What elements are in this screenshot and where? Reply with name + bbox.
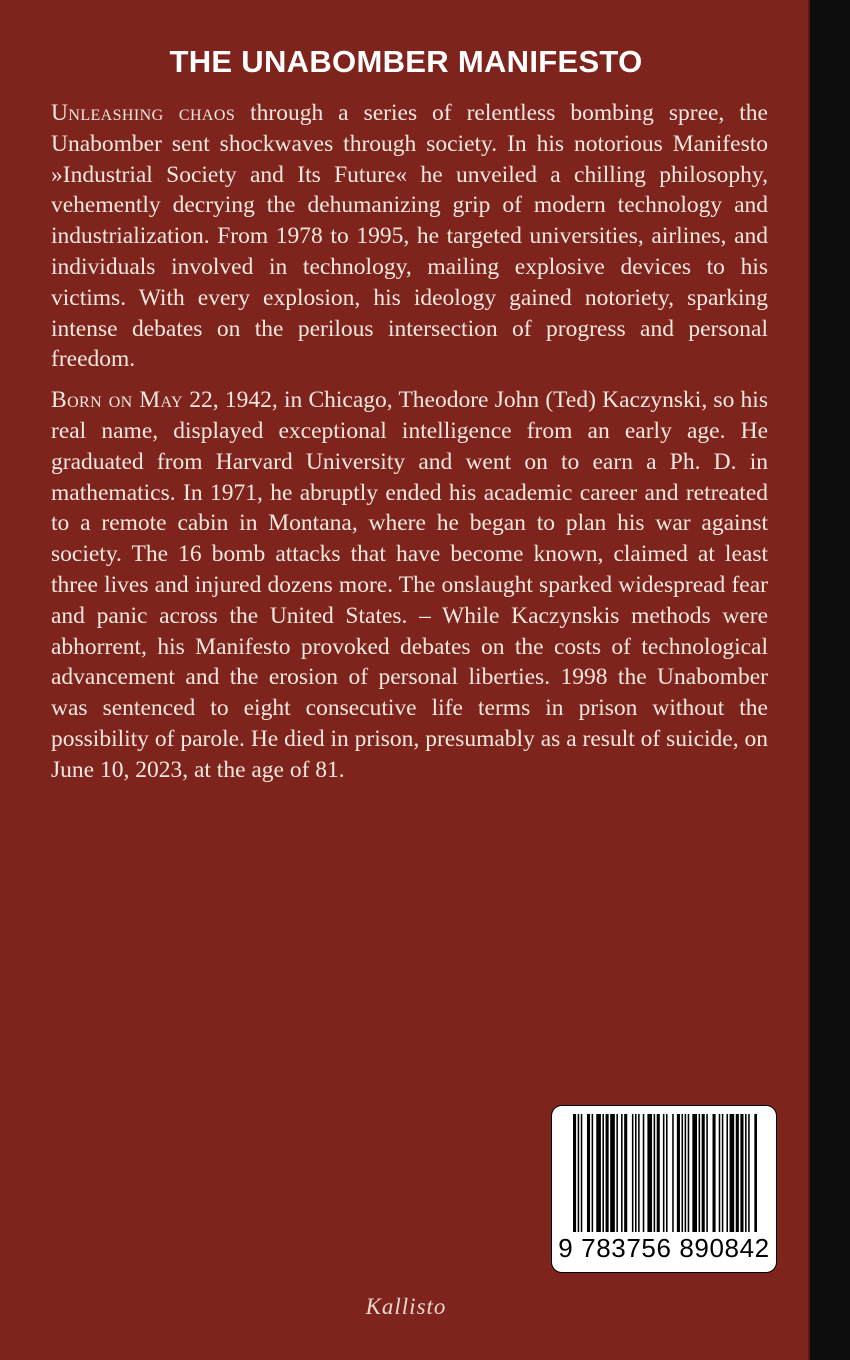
barcode-bar bbox=[754, 1114, 757, 1232]
barcode-bar bbox=[596, 1114, 601, 1232]
barcode-bar bbox=[621, 1114, 623, 1232]
barcode-bar bbox=[606, 1114, 609, 1232]
barcode-bar bbox=[745, 1114, 747, 1232]
barcode-bar bbox=[706, 1114, 708, 1232]
paragraph-1-body: through a series of relentless bombing spree, the Unabomber sent shockwaves through society. In his notorious Manifesto »Industrial Society and Its Future« he unveiled a chilling philosophy, vehemently decrying the dehumanizing grip of modern technology and industrialization. From 1978 to 1995, he targeted universities, airlines, and individuals involved in technology, mailing explosive devices to his victims. With every explosion, his ideology gained notoriety, sparking intense debates on the perilous intersection of progress and personal freedom. bbox=[51, 100, 768, 373]
barcode-bar bbox=[719, 1114, 721, 1232]
barcode-bar bbox=[663, 1114, 665, 1232]
barcode-bar bbox=[632, 1114, 634, 1232]
barcode-bar bbox=[666, 1114, 668, 1232]
isbn-barcode bbox=[551, 1105, 777, 1273]
barcode-bar bbox=[647, 1114, 652, 1232]
barcode-bar bbox=[573, 1114, 576, 1232]
barcode-bar bbox=[643, 1114, 645, 1232]
barcode-bar bbox=[624, 1114, 627, 1232]
barcode-bar bbox=[638, 1114, 640, 1232]
barcode-bars bbox=[573, 1114, 757, 1232]
barcode-bar bbox=[578, 1114, 580, 1232]
barcode-bar bbox=[581, 1114, 583, 1232]
barcode-bar bbox=[688, 1114, 690, 1232]
barcode-bar bbox=[699, 1114, 701, 1232]
barcode-bar bbox=[736, 1114, 739, 1232]
barcode-bar bbox=[592, 1114, 594, 1232]
barcode-bar bbox=[702, 1114, 705, 1232]
barcode-bar bbox=[672, 1114, 674, 1232]
barcode-bar bbox=[677, 1114, 680, 1232]
barcode-bar bbox=[602, 1114, 604, 1232]
barcode-bar bbox=[657, 1114, 660, 1232]
barcode-bar bbox=[748, 1114, 750, 1232]
publisher-logo: Kallisto bbox=[365, 1294, 447, 1319]
paragraph-1-lead: Unleashing chaos bbox=[51, 100, 236, 126]
isbn-number: 9 783756 890842 bbox=[558, 1233, 770, 1263]
blurb bbox=[51, 98, 768, 786]
barcode-bar bbox=[616, 1114, 618, 1232]
blurb-paragraph-2 bbox=[51, 385, 768, 785]
barcode-bar bbox=[713, 1114, 716, 1232]
barcode-bar bbox=[740, 1114, 743, 1232]
paragraph-2-lead: Born on May bbox=[51, 387, 183, 414]
barcode-bar bbox=[726, 1114, 728, 1232]
book-title: THE UNABOMBER MANIFESTO bbox=[169, 44, 643, 79]
barcode-bar bbox=[692, 1114, 697, 1232]
barcode-bar bbox=[654, 1114, 656, 1232]
barcode-bar bbox=[685, 1114, 687, 1232]
barcode-bar bbox=[730, 1114, 735, 1232]
book-spine bbox=[810, 0, 850, 1360]
blurb-paragraph-1 bbox=[51, 98, 768, 375]
barcode-bar bbox=[587, 1114, 590, 1232]
barcode-bar bbox=[682, 1114, 684, 1232]
barcode-bar bbox=[635, 1114, 637, 1232]
paragraph-2-body: 22, 1942, in Chicago, Theodore John (Ted) Kaczynski, so his real name, displayed exceptional intelligence from an early age. He graduated from Harvard University and went on to earn a Ph. D. in mathematics. In 1971, he abruptly ended his academic career and retreated to a remote cabin in Montana, where he began to plan his war against society. The 16 bomb attacks that have become known, claimed at least three lives and injured dozens more. The onslaught sparked widespread fear and panic across the United States. – While Kaczynskis methods were abhorrent, his Manifesto provoked debates on the costs of technological advancement and the erosion of personal liberties. 1998 the Unabomber was sentenced to eight consecutive life terms in prison without the possibility of parole. He died in prison, presumably as a result of suicide, on June 10, 2023, at the age of 81. bbox=[51, 387, 768, 783]
barcode-bar bbox=[722, 1114, 724, 1232]
barcode-bar bbox=[610, 1114, 615, 1232]
